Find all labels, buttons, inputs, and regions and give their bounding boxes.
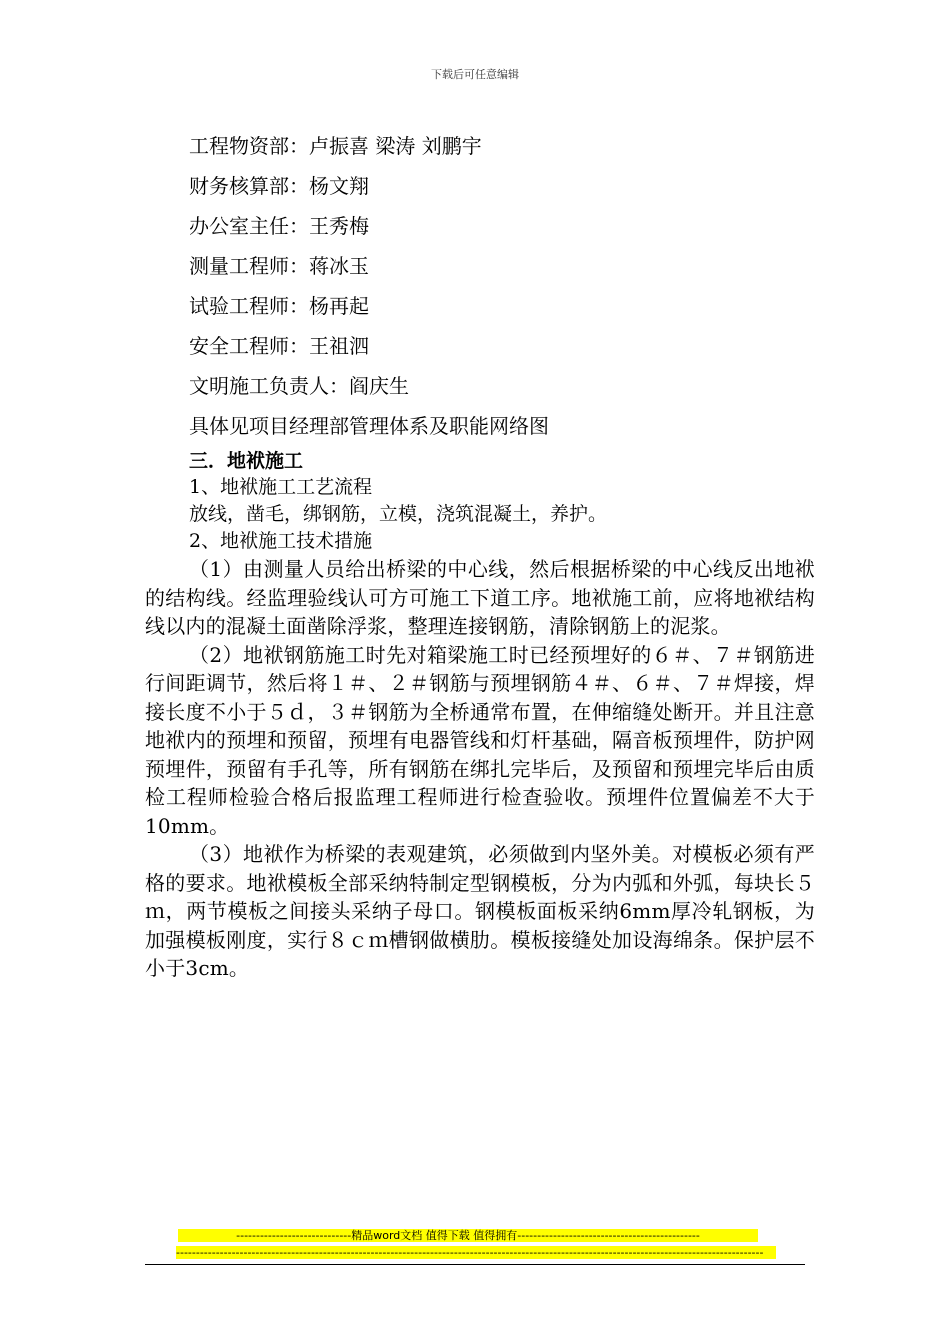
paragraph-3: （3）地袱作为桥梁的表观建筑，必须做到内坚外美。对模板必须有严格的要求。地袱模板全部采纳特制定型钢模板，分为内弧和外弧，每块长５ｍ，两节模板之间接头采纳子母口。钢模板面板采纳6mm厚冷轧钢板，为加强模板刚度，实行８ｃｍ槽钢做横肋。模板接缝处加设海绵条。保护层不小于3cm。 xyxy=(145,842,815,980)
staff-line-survey: 测量工程师：蒋冰玉 xyxy=(189,254,369,278)
section-title: 三．地袱施工 xyxy=(189,450,304,472)
subsection-1-title: 1、地袱施工工艺流程 xyxy=(189,476,373,498)
footer-dashes: ---------------------------------------------------------------------------------------------------------------------------------------------------- xyxy=(176,1246,776,1259)
page-header: 下载后可任意编辑 xyxy=(431,68,519,81)
staff-line-office: 办公室主任：王秀梅 xyxy=(189,214,369,238)
paragraph-2: （2）地袱钢筋施工时先对箱梁施工时已经预埋好的６＃、７＃钢筋进行间距调节，然后将１＃、２＃钢筋与预埋钢筋４＃、６＃、７＃焊接，焊接长度不小于５ｄ，３＃钢筋为全桥通常布置，在伸缩缝处断开。并且注意地袱内的预埋和预留，预埋有电器管线和灯杆基础，隔音板预埋件，防护网预埋件，预留有手孔等，所有钢筋在绑扎完毕后，及预留和预埋完毕后由质检工程师检验合格后报监理工程师进行检查验收。预埋件位置偏差不大于10mm。 xyxy=(145,642,815,838)
footer-banner: -----------------------------精品word文档 值得下载 值得拥有---------------------------------------------- xyxy=(178,1229,758,1242)
staff-line-safety: 安全工程师：王祖泗 xyxy=(189,334,369,358)
footer-rule xyxy=(145,1264,805,1265)
staff-line-materials: 工程物资部：卢振喜 梁涛 刘鹏宇 xyxy=(189,134,482,158)
staff-line-civil: 文明施工负责人：阎庆生 xyxy=(189,374,409,398)
paragraph-1: （1）由测量人员给出桥梁的中心线，然后根据桥梁的中心线反出地袱的结构线。经监理验线认可方可施工下道工序。地袱施工前，应将地袱结构线以内的混凝土面凿除浮浆，整理连接钢筋，清除钢筋上的泥浆。 xyxy=(145,557,815,638)
document-body xyxy=(145,126,815,983)
staff-line-test: 试验工程师：杨再起 xyxy=(189,294,369,318)
subsection-2-title: 2、地袱施工技术措施 xyxy=(189,530,373,552)
staff-line-finance: 财务核算部：杨文翔 xyxy=(189,174,369,198)
subsection-1-text: 放线，凿毛，绑钢筋，立模，浇筑混凝土，养护。 xyxy=(189,503,608,525)
staff-line-reference: 具体见项目经理部管理体系及职能网络图 xyxy=(189,414,549,438)
